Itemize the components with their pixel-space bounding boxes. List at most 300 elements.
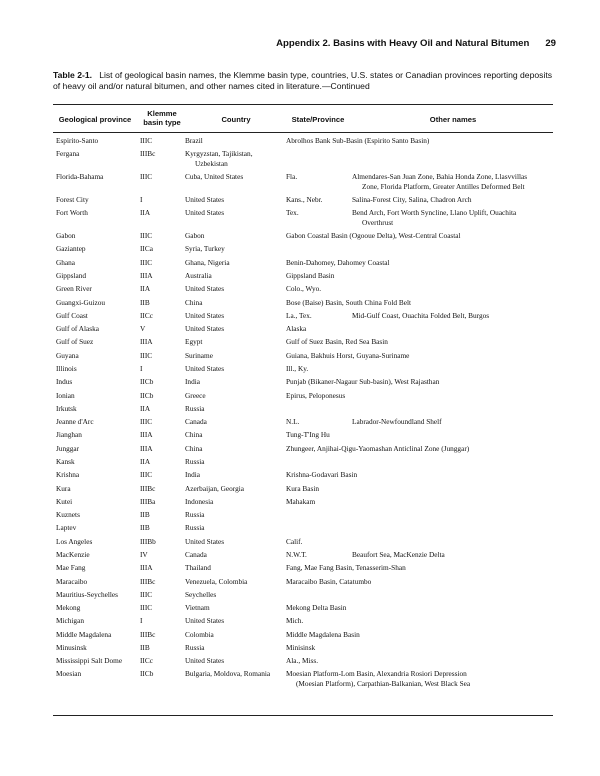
cell-state-text: Calif.: [286, 536, 303, 546]
cell-province: [53, 457, 140, 467]
cell-klemme-type: [140, 630, 185, 640]
cell-province-text: Jeanne d'Arc: [56, 417, 94, 427]
table-row: [53, 351, 553, 364]
cell-other-names-text: Gippsland Basin: [286, 271, 335, 281]
table-row: [53, 444, 553, 457]
cell-other-names: [286, 643, 482, 653]
cell-country-text: Indonesia: [185, 496, 214, 506]
cell-klemme-type: [140, 337, 185, 347]
caption-text: List of geological basin names, the Klemme basin type, countries, U.S. states or Canadian provinces reporting deposits of heavy oil and/or natural bitumen, and other names cited in literature.—Continued: [53, 70, 553, 91]
cell-other-names-text: Guiana, Bakhuis Horst, Guyana-Suriname: [286, 350, 410, 360]
cell-state: [286, 550, 352, 560]
cell-province-text: Middle Magdalena: [56, 629, 112, 639]
cell-state: [286, 324, 352, 334]
cell-state-text: Ill., Ky.: [286, 364, 309, 373]
cell-klemme-type: [140, 404, 185, 414]
cell-province: [53, 324, 140, 334]
cell-klemme-type-text: IIB: [140, 297, 150, 307]
cell-other-names: [286, 271, 482, 281]
cell-klemme-type-text: IIIBc: [140, 576, 156, 586]
cell-province: [53, 616, 143, 626]
cell-country-text: Russia: [185, 642, 205, 652]
table-header-rule: [53, 132, 553, 133]
cell-other-names: [286, 258, 482, 268]
cell-country: [185, 470, 286, 480]
cell-country: [185, 430, 286, 440]
cell-province-text: Michigan: [56, 616, 84, 626]
cell-country-text: United States: [185, 310, 225, 320]
cell-other-names-text: Labrador-Newfoundland Shelf: [352, 417, 442, 427]
cell-klemme-type: [140, 523, 185, 533]
cell-province-text: Mauritius-Seychelles: [56, 589, 119, 599]
cell-country: [185, 590, 286, 600]
cell-country-text: Kyrgyzstan, Tajikistan,: [185, 149, 253, 159]
cell-other-names-text: Gabon Coastal Basin (Ogooue Delta), West-Central Coastal: [286, 231, 461, 241]
cell-other-names: [352, 417, 548, 427]
cell-country: [185, 195, 286, 205]
column-header-other-names: Other names: [429, 115, 477, 124]
cell-other-names: [286, 669, 482, 688]
cell-country: [185, 577, 286, 587]
cell-klemme-type: [140, 669, 185, 679]
cell-country: [185, 377, 286, 387]
cell-country-text: Colombia: [185, 629, 214, 639]
cell-province: [53, 208, 140, 218]
cell-country-text: China: [185, 297, 203, 307]
cell-klemme-type-text: IIIC: [140, 231, 153, 241]
cell-province: [53, 417, 140, 427]
cell-klemme-type-text: I: [140, 364, 143, 373]
cell-province: [53, 484, 140, 494]
table-row: [53, 271, 553, 284]
cell-province-text: Gippsland: [56, 271, 86, 281]
table-row: [53, 616, 553, 629]
cell-province: [53, 337, 140, 347]
cell-province-text: Green River: [56, 284, 92, 294]
cell-klemme-type: [140, 284, 185, 294]
cell-klemme-type-text: IIIC: [140, 417, 153, 427]
cell-province-text: Maracaibo: [56, 576, 88, 586]
cell-country: [185, 149, 286, 168]
cell-other-names-text: Gulf of Suez Basin, Red Sea Basin: [286, 337, 388, 347]
cell-country: [185, 643, 286, 653]
column-header-geological-province: Geological province: [58, 115, 132, 124]
cell-other-names: [286, 577, 482, 587]
cell-klemme-type-text: IIB: [140, 523, 150, 533]
cell-klemme-type: [140, 391, 185, 401]
cell-klemme-type: [140, 136, 185, 146]
cell-province-text: Fort Worth: [56, 208, 88, 218]
column-header-state-province: State/Province: [291, 115, 345, 124]
cell-state: [286, 616, 352, 626]
cell-province-text: Ionian: [56, 390, 75, 400]
cell-other-names: [286, 298, 482, 308]
cell-country-text: India: [185, 470, 200, 480]
cell-klemme-type-text: IICb: [140, 390, 154, 400]
cell-province: [53, 590, 140, 600]
cell-other-names: [286, 630, 482, 640]
cell-country-text: Australia: [185, 271, 212, 281]
cell-other-names-text: Moesian Platform-Lom Basin, Alexandria Rosiori Depression: [286, 669, 467, 679]
cell-klemme-type-text: IIB: [140, 642, 150, 652]
cell-province: [53, 298, 140, 308]
cell-country: [185, 271, 286, 281]
table-row: [53, 258, 553, 271]
cell-country-text: United States: [185, 324, 225, 334]
cell-klemme-type-text: IIIC: [140, 136, 153, 145]
cell-other-names: [286, 563, 482, 573]
cell-province: [53, 537, 140, 547]
cell-other-names: [286, 603, 482, 613]
cell-other-names-text: Minisinsk: [286, 642, 316, 652]
cell-province-text: Mae Fang: [56, 563, 86, 573]
table-row: [53, 563, 553, 576]
caption-label: Table 2-1.: [53, 70, 93, 80]
cell-klemme-type-text: IIIC: [140, 603, 153, 613]
cell-klemme-type: [140, 195, 185, 205]
cell-country-text: China: [185, 430, 203, 440]
cell-other-names-text: Bend Arch, Fort Worth Syncline, Llano Uplift, Ouachita: [352, 208, 517, 218]
cell-klemme-type: [140, 616, 185, 626]
cell-other-names-text: Salina-Forest City, Salina, Chadron Arch: [352, 195, 472, 205]
table-row: [53, 377, 553, 390]
cell-klemme-type: [140, 497, 185, 507]
table-row: [53, 244, 553, 257]
table-row: [53, 484, 553, 497]
cell-country-text: Russia: [185, 510, 205, 520]
cell-province: [53, 195, 143, 205]
cell-province-text: Fergana: [56, 149, 80, 159]
cell-state: [286, 172, 352, 182]
cell-klemme-type-text: IIIBc: [140, 483, 156, 493]
cell-klemme-type-text: IICc: [140, 656, 153, 666]
cell-klemme-type-text: IIIBc: [140, 149, 156, 159]
cell-country-text: Russia: [185, 523, 205, 533]
cell-province-text: Junggar: [56, 443, 80, 453]
cell-klemme-type-text: IIB: [140, 510, 150, 520]
table-header: [53, 104, 553, 132]
cell-klemme-type: [140, 417, 185, 427]
table-row: [53, 537, 553, 550]
cell-klemme-type-text: IIIBa: [140, 496, 156, 506]
cell-klemme-type: [140, 430, 185, 440]
cell-other-names: [286, 497, 482, 507]
table-row: [53, 284, 553, 297]
table-row: [53, 603, 553, 616]
cell-other-names: [352, 208, 548, 227]
cell-province: [53, 404, 140, 414]
cell-klemme-type: [140, 208, 185, 218]
cell-klemme-type: [140, 364, 185, 374]
cell-country-text: Azerbaijan, Georgia: [185, 483, 245, 493]
cell-province: [53, 258, 140, 268]
cell-country: [185, 404, 286, 414]
cell-country-text: Bulgaria, Moldova, Romania: [185, 669, 271, 679]
cell-other-names-text: Almendares-San Juan Zone, Bahia Honda Zone, Llasvvillas: [352, 172, 528, 182]
cell-klemme-type-text: I: [140, 195, 143, 205]
cell-province: [53, 172, 140, 182]
cell-other-names: [286, 391, 482, 401]
cell-state: [286, 195, 352, 205]
table-row: [53, 523, 553, 536]
cell-country: [185, 630, 286, 640]
cell-province: [53, 510, 140, 520]
cell-country-text: United States: [185, 284, 225, 294]
cell-country: [185, 563, 286, 573]
cell-country-text: Syria, Turkey: [185, 244, 225, 254]
cell-province-text: Gaziantep: [56, 244, 86, 254]
cell-other-names: [352, 195, 548, 205]
cell-other-names-continuation: Zone, Florida Platform, Greater Antilles Deformed Belt: [362, 181, 525, 191]
cell-klemme-type-text: IIA: [140, 284, 151, 294]
cell-country-text: Thailand: [185, 563, 211, 573]
cell-country-text: Ghana, Nigeria: [185, 257, 230, 267]
cell-country: [185, 444, 286, 454]
column-header-klemme-basin-type: Klemme basin type: [143, 109, 181, 127]
cell-klemme-type-text: V: [140, 324, 146, 334]
cell-klemme-type-text: IIIC: [140, 589, 153, 599]
table-row: [53, 298, 553, 311]
cell-klemme-type: [140, 149, 185, 159]
cell-klemme-type: [140, 457, 185, 467]
cell-country: [185, 417, 286, 427]
cell-klemme-type: [140, 244, 185, 254]
cell-province: [53, 669, 140, 679]
page-number: 29: [545, 38, 556, 49]
cell-country: [185, 656, 286, 666]
cell-klemme-type: [140, 324, 185, 334]
cell-province-text: Florida-Bahama: [56, 172, 104, 182]
cell-province: [53, 391, 140, 401]
cell-klemme-type-text: I: [140, 616, 143, 626]
cell-other-names-text: Beaufort Sea, MacKenzie Delta: [352, 549, 445, 559]
table-row: [53, 470, 553, 483]
cell-province: [53, 563, 140, 573]
cell-klemme-type-text: IIIBb: [140, 536, 156, 546]
cell-state-text: La., Tex.: [286, 310, 312, 320]
cell-province-text: Espirito-Santo: [56, 136, 99, 145]
cell-klemme-type-text: IIIA: [140, 443, 153, 453]
cell-klemme-type-text: IIA: [140, 456, 151, 466]
cell-province: [53, 656, 140, 666]
cell-klemme-type-text: IIIC: [140, 257, 153, 267]
cell-other-names: [286, 377, 482, 387]
cell-klemme-type: [140, 298, 185, 308]
table-row: [53, 497, 553, 510]
cell-other-names-text: Bose (Baise) Basin, South China Fold Belt: [286, 297, 412, 307]
cell-country: [185, 284, 286, 294]
cell-klemme-type: [140, 444, 185, 454]
cell-province-text: Jianghan: [56, 430, 82, 440]
cell-province-text: Guyana: [56, 350, 79, 360]
cell-other-names-text: Krishna-Godavari Basin: [286, 470, 358, 480]
header-title: Appendix 2. Basins with Heavy Oil and Natural Bitumen: [276, 38, 530, 49]
table-caption: [53, 70, 553, 92]
table-row: [53, 430, 553, 443]
cell-country: [185, 523, 286, 533]
cell-klemme-type-text: IIIBc: [140, 629, 156, 639]
table-body: [53, 136, 553, 692]
cell-other-names-text: Mekong Delta Basin: [286, 603, 347, 613]
cell-country-text: Venezuela, Colombia: [185, 576, 248, 586]
cell-country: [185, 298, 286, 308]
cell-province-text: Krishna: [56, 470, 80, 480]
cell-country: [185, 244, 286, 254]
cell-other-names-text: Middle Magdalena Basin: [286, 629, 360, 639]
cell-state: [286, 208, 352, 218]
cell-klemme-type: [140, 258, 185, 268]
cell-province-text: Los Angeles: [56, 536, 93, 546]
cell-country: [185, 510, 286, 520]
cell-country-text: Suriname: [185, 350, 213, 360]
cell-country: [185, 484, 286, 494]
cell-province-text: Irkutsk: [56, 403, 77, 413]
cell-country: [185, 136, 286, 146]
cell-country: [185, 258, 286, 268]
cell-country-text: United States: [185, 195, 225, 205]
cell-other-names-text: Abrolhos Bank Sub-Basin (Espirito Santo Basin): [286, 136, 430, 145]
cell-country: [185, 311, 286, 321]
cell-klemme-type-text: IIA: [140, 403, 151, 413]
cell-klemme-type-text: IICc: [140, 310, 153, 320]
cell-klemme-type-text: IICa: [140, 244, 153, 254]
table-row: [53, 590, 553, 603]
cell-country-text: United States: [185, 536, 225, 546]
cell-province: [53, 351, 140, 361]
table-row: [53, 208, 553, 231]
table-row: [53, 669, 553, 692]
cell-klemme-type-text: IIIC: [140, 172, 153, 182]
cell-country-text: United States: [185, 364, 225, 373]
cell-province-text: Gulf of Suez: [56, 337, 94, 347]
cell-country-text: Greece: [185, 390, 206, 400]
cell-country: [185, 208, 286, 218]
cell-state-text: Fla.: [286, 172, 298, 182]
cell-province: [53, 244, 140, 254]
cell-state: [286, 364, 352, 374]
table-row: [53, 391, 553, 404]
cell-country-text: Gabon: [185, 231, 205, 241]
cell-state-text: Tex.: [286, 208, 299, 218]
cell-province: [53, 430, 140, 440]
cell-state: [286, 656, 352, 666]
cell-country: [185, 337, 286, 347]
cell-state: [286, 284, 352, 294]
cell-klemme-type: [140, 484, 185, 494]
cell-klemme-type: [140, 603, 185, 613]
table-row: [53, 630, 553, 643]
table-row: [53, 643, 553, 656]
cell-country-text: Canada: [185, 417, 207, 427]
cell-country-text: Egypt: [185, 337, 203, 347]
cell-other-names-text: Fang, Mae Fang Basin, Tenasserim-Shan: [286, 563, 406, 573]
cell-country: [185, 457, 286, 467]
table-row: [53, 136, 553, 149]
cell-state-text: Kans., Nebr.: [286, 195, 323, 205]
cell-state-text: Ala., Miss.: [286, 656, 319, 666]
column-header-country: Country: [221, 115, 251, 124]
cell-province: [53, 643, 140, 653]
cell-klemme-type-text: IICb: [140, 377, 154, 387]
table-bottom-rule: [53, 715, 553, 716]
cell-klemme-type-text: IIIA: [140, 430, 153, 440]
cell-country-continuation: Uzbekistan: [195, 158, 228, 168]
table-row: [53, 364, 553, 377]
cell-country: [185, 537, 286, 547]
cell-other-names-text: Epirus, Peloponesus: [286, 390, 346, 400]
cell-province: [53, 311, 140, 321]
cell-klemme-type: [140, 231, 185, 241]
cell-province: [53, 470, 140, 480]
cell-other-names: [352, 311, 548, 321]
cell-province-text: Guangxi-Guizou: [56, 297, 106, 307]
cell-other-names: [286, 351, 482, 361]
cell-province: [53, 550, 140, 560]
cell-klemme-type-text: IV: [140, 549, 148, 559]
table-row: [53, 324, 553, 337]
cell-country-text: Vietnam: [185, 603, 210, 613]
cell-state: [286, 311, 352, 321]
cell-klemme-type: [140, 550, 185, 560]
cell-klemme-type: [140, 172, 185, 182]
cell-country: [185, 669, 286, 679]
cell-other-names-continuation: Overthrust: [362, 217, 394, 227]
cell-province-text: Gulf of Alaska: [56, 324, 99, 334]
cell-country-text: China: [185, 443, 203, 453]
cell-province-text: Kura: [56, 483, 71, 493]
cell-province-text: Kansk: [56, 456, 75, 466]
cell-province-text: Gabon: [56, 231, 76, 241]
cell-country: [185, 364, 286, 374]
cell-province: [53, 377, 140, 387]
cell-province-text: Mekong: [56, 603, 81, 613]
cell-other-names: [286, 484, 482, 494]
cell-province-text: Moesian: [56, 669, 82, 679]
table-row: [53, 510, 553, 523]
cell-klemme-type: [140, 537, 185, 547]
cell-other-names-text: Tung-T'Ing Hu: [286, 430, 330, 440]
cell-klemme-type: [140, 470, 185, 480]
cell-country: [185, 172, 286, 182]
cell-country-text: India: [185, 377, 200, 387]
cell-province: [53, 364, 143, 374]
table-row: [53, 404, 553, 417]
cell-other-names: [352, 550, 548, 560]
cell-other-names-text: Kura Basin: [286, 483, 320, 493]
cell-state-text: Mich.: [286, 616, 304, 626]
cell-other-names: [286, 337, 482, 347]
cell-state-text: Alaska: [286, 324, 307, 334]
cell-country-text: Brazil: [185, 136, 203, 145]
cell-province: [53, 630, 140, 640]
cell-province: [53, 497, 140, 507]
cell-country: [185, 391, 286, 401]
cell-province: [53, 149, 140, 159]
cell-country: [185, 497, 286, 507]
cell-klemme-type: [140, 351, 185, 361]
cell-other-names: [286, 470, 482, 480]
cell-other-names: [286, 231, 482, 241]
cell-province-text: Minusinsk: [56, 642, 87, 652]
cell-other-names-continuation: (Moesian Platform), Carpathian-Balkanian, West Black Sea: [296, 679, 471, 689]
cell-state-text: N.W.T.: [286, 549, 307, 559]
cell-province: [53, 136, 140, 146]
cell-country-text: Canada: [185, 549, 207, 559]
cell-country-text: United States: [185, 616, 225, 626]
cell-province: [53, 231, 140, 241]
cell-province: [53, 444, 140, 454]
cell-klemme-type: [140, 577, 185, 587]
